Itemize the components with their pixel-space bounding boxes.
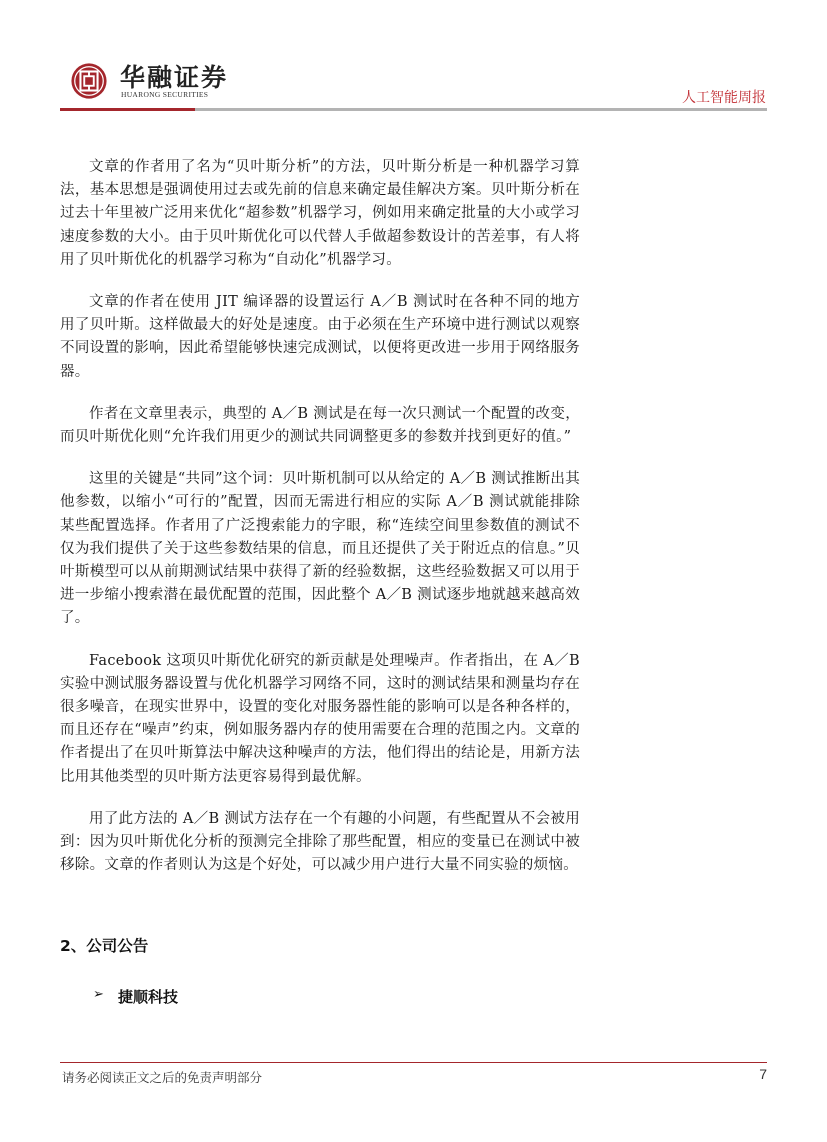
paragraph: Facebook 这项贝叶斯优化研究的新贡献是处理噪声。作者指出，在 A／B 实验中测试服务器设置与优化机器学习网络不同，这时的测试结果和测量均存在很多噪音，在现实世界中，设置的变化对服务器性能的影响可以是各种各样的，而且还存在“噪声”约束，例如服务器内存的使用需要在合理的范围之内。文章的作者提出了在贝叶斯算法中解决这种噪声的方法，他们得出的结论是，用新方法比用其他类型的贝叶斯方法更容易得到最优解。	[60, 652, 580, 785]
paragraph: 作者在文章里表示，典型的 A／B 测试是在每一次只测试一个配置的改变，而贝叶斯优化则“允许我们用更少的测试共同调整更多的参数并找到更好的值。”	[60, 405, 580, 446]
paragraph: 文章的作者在使用 JIT 编译器的设置运行 A／B 测试时在各种不同的地方用了贝叶斯。这样做最大的好处是速度。由于必须在生产环境中进行测试以观察不同设置的影响，因此希望能够快速完成测试，以便将更改进一步用于网络服务器。	[60, 294, 580, 380]
subsection-heading: 捷顺科技	[118, 988, 179, 1006]
company-name-cn: 华融证券	[120, 63, 229, 92]
body-content	[60, 156, 580, 896]
footer-rule	[60, 1062, 767, 1063]
footer-disclaimer: 请务必阅读正文之后的免责声明部分	[62, 1070, 263, 1085]
company-name-en: HUARONG SECURITIES	[121, 90, 209, 99]
huarong-logo-icon	[70, 62, 108, 100]
page-header	[0, 0, 827, 120]
arrow-bullet-icon: ➢	[93, 987, 104, 1002]
paragraph: 文章的作者用了名为“贝叶斯分析”的方法，贝叶斯分析是一种机器学习算法，基本思想是强调使用过去或先前的信息来确定最佳解决方案。贝叶斯分析在过去十年里被广泛用来优化“超参数”机器学习，例如用来确定批量的大小或学习速度参数的大小。由于贝叶斯优化可以代替人手做超参数设计的苦差事，有人将用了贝叶斯优化的机器学习称为“自动化”机器学习。	[60, 159, 580, 268]
section-heading: 2、公司公告	[60, 937, 149, 955]
report-type-label: 人工智能周报	[682, 90, 766, 106]
paragraph: 用了此方法的 A／B 测试方法存在一个有趣的小问题，有些配置从不会被用到：因为贝叶斯优化分析的预测完全排除了那些配置，相应的变量已在测试中被移除。文章的作者则认为这是个好处，可以减少用户进行大量不同实验的烦恼。	[60, 810, 580, 874]
header-rule-accent	[60, 108, 195, 111]
page-number: 7	[759, 1066, 767, 1082]
paragraph: 这里的关键是“共同”这个词：贝叶斯机制可以从给定的 A／B 测试推断出其他参数，以缩小“可行的”配置，因而无需进行相应的实际 A／B 测试就能排除某些配置选择。作者用了广泛搜索能力的字眼，称“连续空间里参数值的测试不仅为我们提供了关于这些参数结果的信息，而且还提供了关于附近点的信息。”贝叶斯模型可以从前期测试结果中获得了新的经验数据，这些经验数据又可以用于进一步缩小搜索潜在最优配置的范围，因此整个 A／B 测试逐步地就越来越高效了。	[60, 471, 580, 627]
